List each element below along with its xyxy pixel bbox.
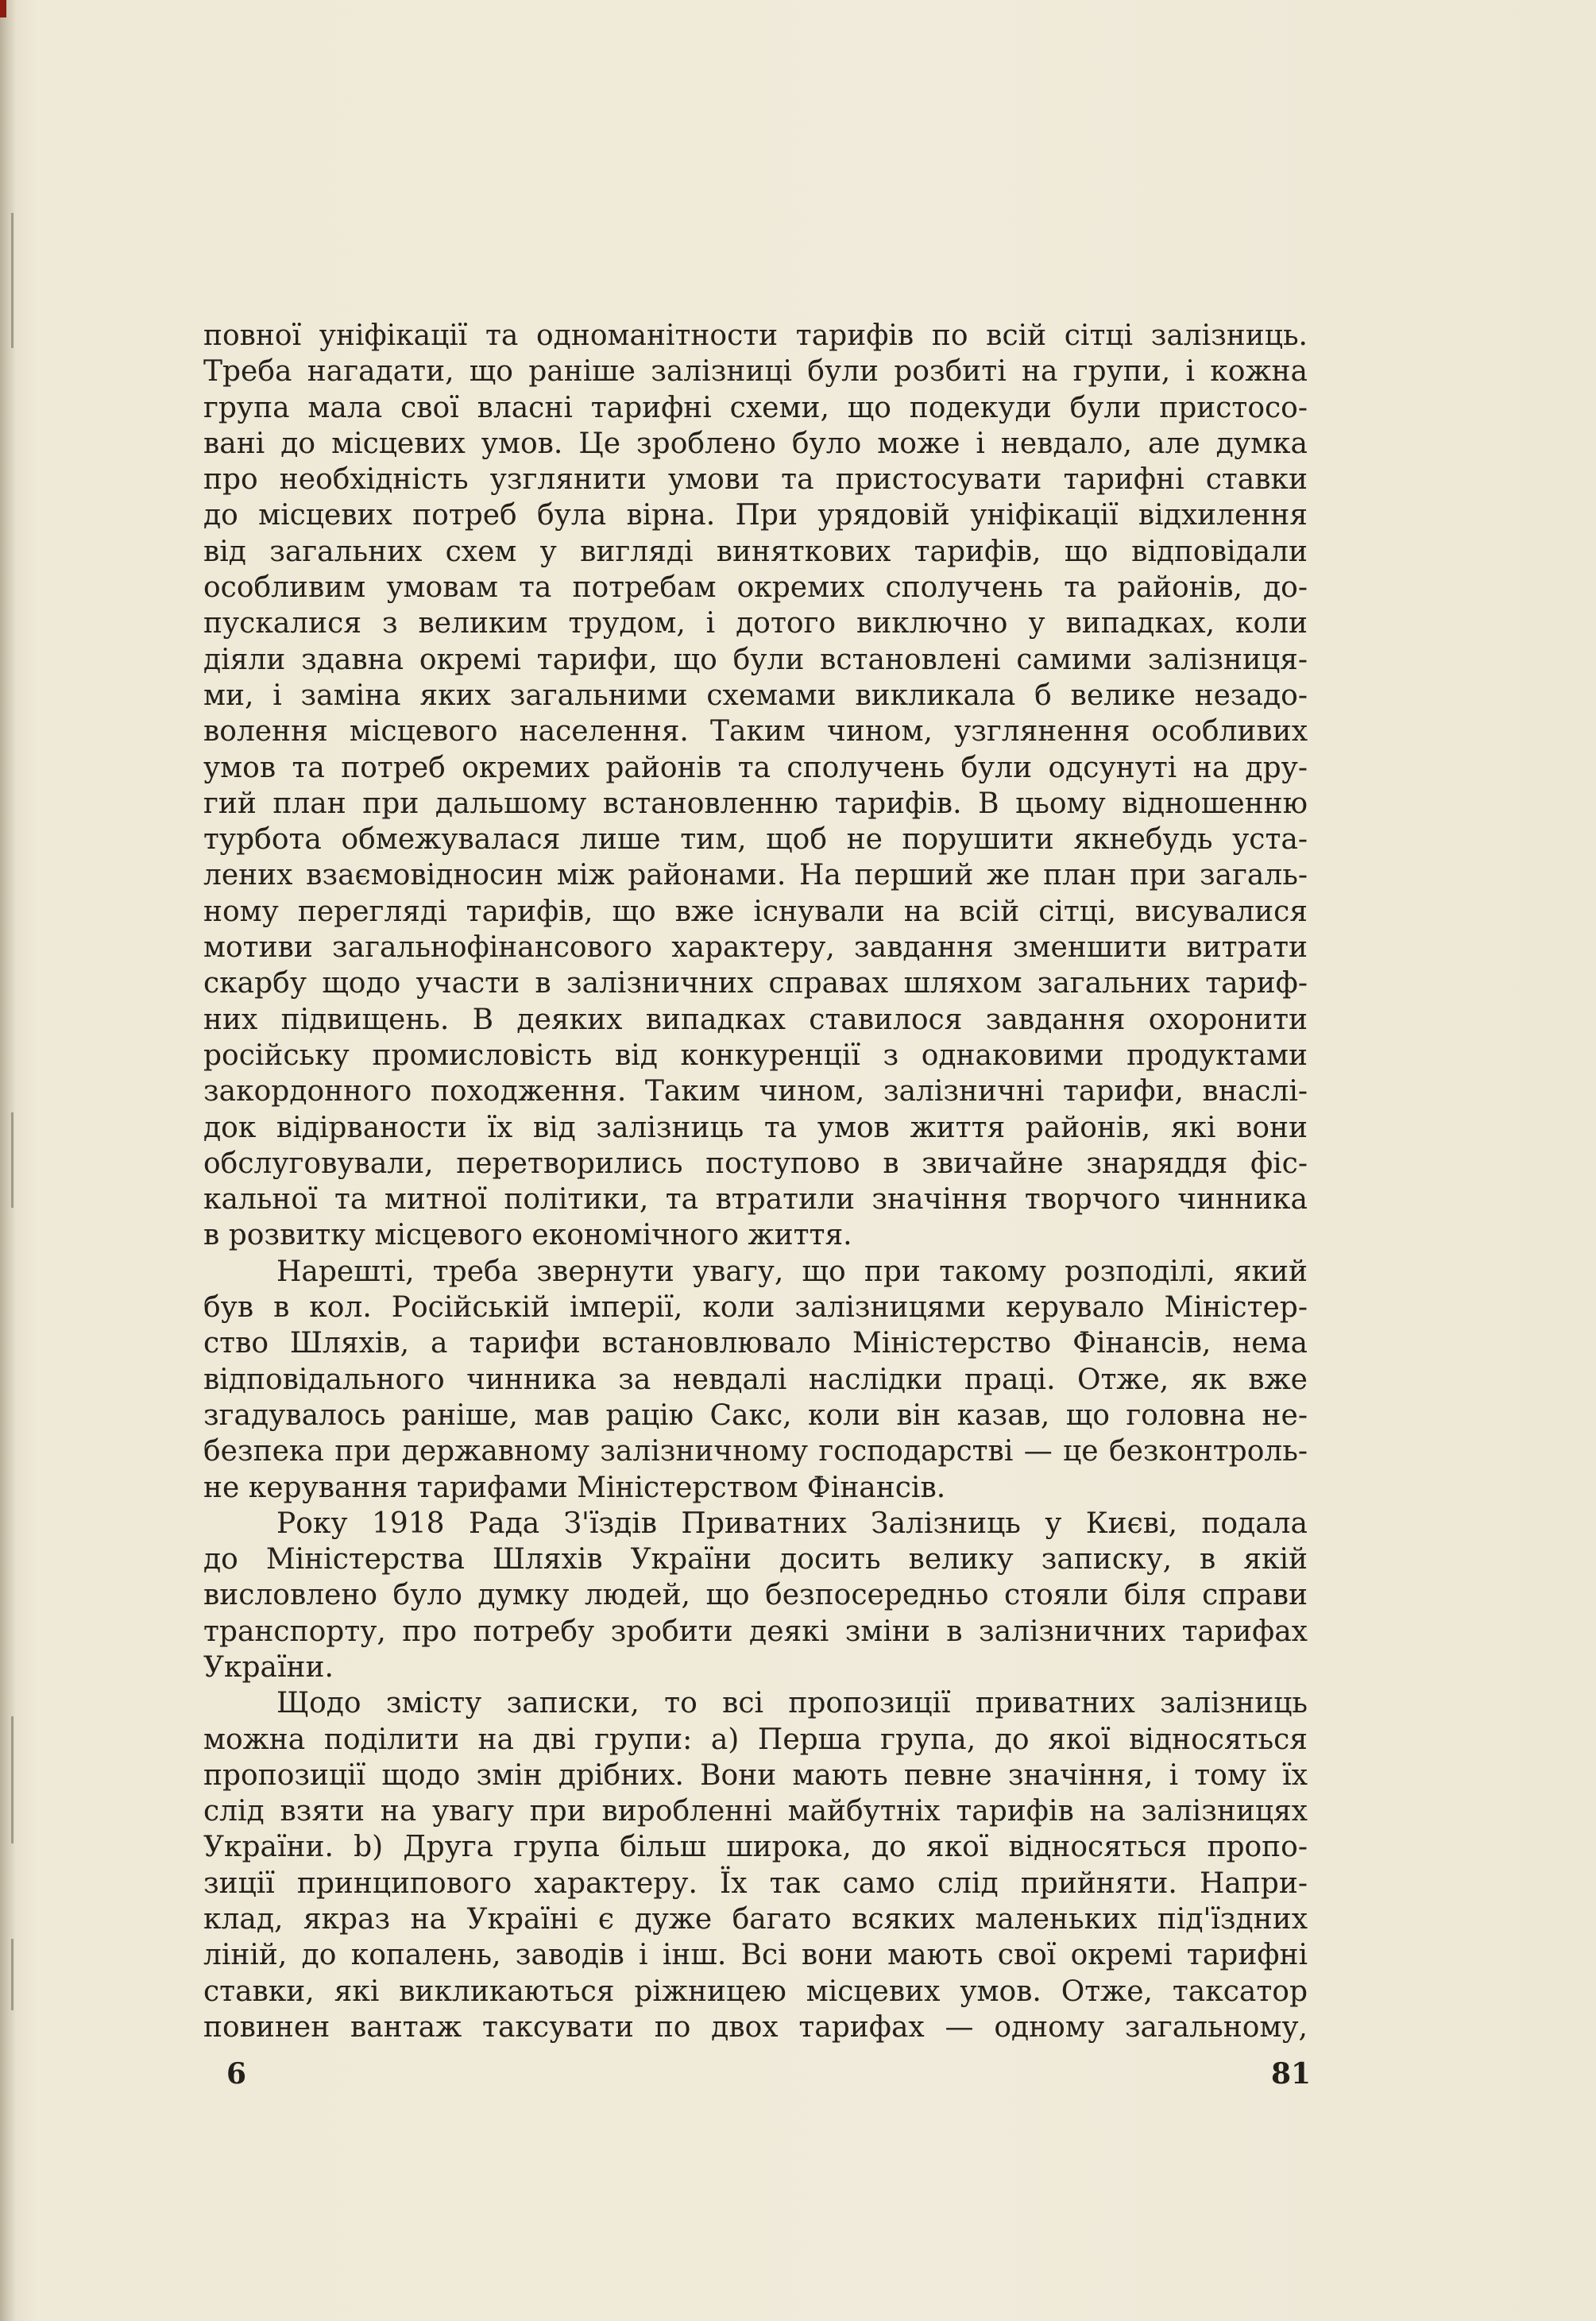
body-text	[203, 318, 1308, 2045]
text-line: до місцевих потреб була вірна. При урядовій уніфікації відхилення	[203, 499, 1308, 532]
text-line: не керування тарифами Міністерством Фінансів.	[203, 1471, 946, 1504]
text-line: ство Шляхів, а тарифи встановлювало Міністерство Фінансів, нема	[203, 1327, 1308, 1360]
text-line: зиції принципового характеру. Їх так само слід прийняти. Напри-	[203, 1866, 1308, 1900]
text-line: пропозиції щодо змін дрібних. Вони мають певне значіння, і тому їх	[203, 1758, 1308, 1792]
text-line: повинен вантаж таксувати по двох тарифах — одному загальному,	[203, 2010, 1308, 2044]
text-line: України.	[203, 1650, 334, 1684]
text-line: відповідального чинника за невдалі наслідки праці. Отже, як вже	[203, 1363, 1308, 1396]
text-line: обслуговували, перетворились поступово в звичайне знаряддя фіс-	[203, 1147, 1308, 1180]
text-line: мотиви загальнофінансового характеру, завдання зменшити витрати	[203, 931, 1308, 965]
text-line: ми, і заміна яких загальними схемами викликала б велике незадо-	[203, 679, 1308, 712]
text-line: скарбу щодо участи в залізничних справах шляхом загальних тариф-	[203, 967, 1308, 1000]
text-line: гий план при дальшому встановленню тарифів. В цьому відношенню	[203, 787, 1308, 820]
text-line: слід взяти на увагу при виробленні майбутніх тарифів на залізницях	[203, 1795, 1308, 1828]
text-line: волення місцевого населення. Таким чином, узглянення особливих	[203, 715, 1308, 749]
text-line: вані до місцевих умов. Це зроблено було може і невдало, але думка	[203, 427, 1308, 460]
page-number: 81	[1271, 2057, 1312, 2091]
text-line: пускалися з великим трудом, і дотого виключно у випадках, коли	[203, 607, 1308, 640]
red-corner-mark	[0, 0, 6, 17]
text-line: можна поділити на дві групи: а) Перша група, до якої відносяться	[203, 1723, 1308, 1756]
paragraph-start-line: Року 1918 Рада З'їздів Приватних Залізниць у Києві, подала	[276, 1507, 1308, 1540]
text-line: умов та потреб окремих районів та сполучень були одсунуті на дру-	[203, 751, 1308, 784]
text-line: особливим умовам та потребам окремих сполучень та районів, до-	[203, 571, 1308, 605]
signature-mark: 6	[226, 2057, 247, 2091]
text-line: в розвитку місцевого економічного життя.	[203, 1219, 852, 1252]
text-line: висловлено було думку людей, що безпосередньо стояли біля справи	[203, 1579, 1308, 1612]
binding-mark	[11, 1112, 14, 1208]
text-line: група мала свої власні тарифні схеми, що подекуди були пристосо-	[203, 391, 1308, 424]
text-line: турбота обмежувалася лише тим, щоб не порушити якнебудь уста-	[203, 823, 1308, 857]
text-line: ліній, до копалень, заводів і інш. Всі вони мають свої окремі тарифні	[203, 1939, 1308, 1972]
binding-mark	[11, 1716, 14, 1843]
text-line: був в кол. Російській імперії, коли залізницями керувало Міністер-	[203, 1291, 1308, 1325]
binding-mark	[11, 213, 14, 348]
text-line: них підвищень. В деяких випадках ставилося завдання охоронити	[203, 1003, 1308, 1036]
text-line: України. b) Друга група більш широка, до якої відносяться пропо-	[203, 1831, 1308, 1864]
paragraph-start-line: Щодо змісту записки, то всі пропозиції приватних залізниць	[276, 1687, 1308, 1720]
binding-mark	[11, 1939, 14, 2010]
text-line: згадувалось раніше, мав рацію Сакс, коли він казав, що головна не-	[203, 1398, 1308, 1432]
text-line: ставки, які викликаються ріжницею місцевих умов. Отже, таксатор	[203, 1975, 1308, 2008]
text-line: клад, якраз на Україні є дуже багато всяких маленьких під'їздних	[203, 1903, 1308, 1936]
text-line: Треба нагадати, що раніше залізниці були розбиті на групи, і кожна	[203, 355, 1308, 389]
text-line: від загальних схем у вигляді виняткових тарифів, що відповідали	[203, 535, 1308, 568]
text-line: док відірваности їх від залізниць та умов життя районів, які вони	[203, 1111, 1308, 1144]
text-line: діяли здавна окремі тарифи, що були встановлені самими залізниця-	[203, 643, 1308, 676]
text-line: транспорту, про потребу зробити деякі зміни в залізничних тарифах	[203, 1615, 1308, 1648]
text-line: ному перегляді тарифів, що вже існували на всій сітці, висувалися	[203, 895, 1308, 928]
text-line: до Міністерства Шляхів України досить велику записку, в якій	[203, 1543, 1308, 1576]
text-line: російську промисловість від конкуренції з однаковими продуктами	[203, 1039, 1308, 1072]
text-line: закордонного походження. Таким чином, залізничні тарифи, внаслі-	[203, 1075, 1308, 1108]
text-line: безпека при державному залізничному господарстві — це безконтроль-	[203, 1435, 1308, 1468]
text-line: лених взаємовідносин між районами. На перший же план при загаль-	[203, 859, 1308, 892]
paragraph-start-line: Нарешті, треба звернути увагу, що при такому розподілі, який	[276, 1255, 1308, 1288]
binding-edge	[0, 0, 16, 2321]
text-line: про необхідність узглянити умови та пристосувати тарифні ставки	[203, 463, 1308, 497]
text-line: кальної та митної політики, та втратили значіння творчого чинника	[203, 1183, 1308, 1217]
text-line: повної уніфікації та одноманітности тарифів по всій сітці залізниць.	[203, 319, 1308, 352]
